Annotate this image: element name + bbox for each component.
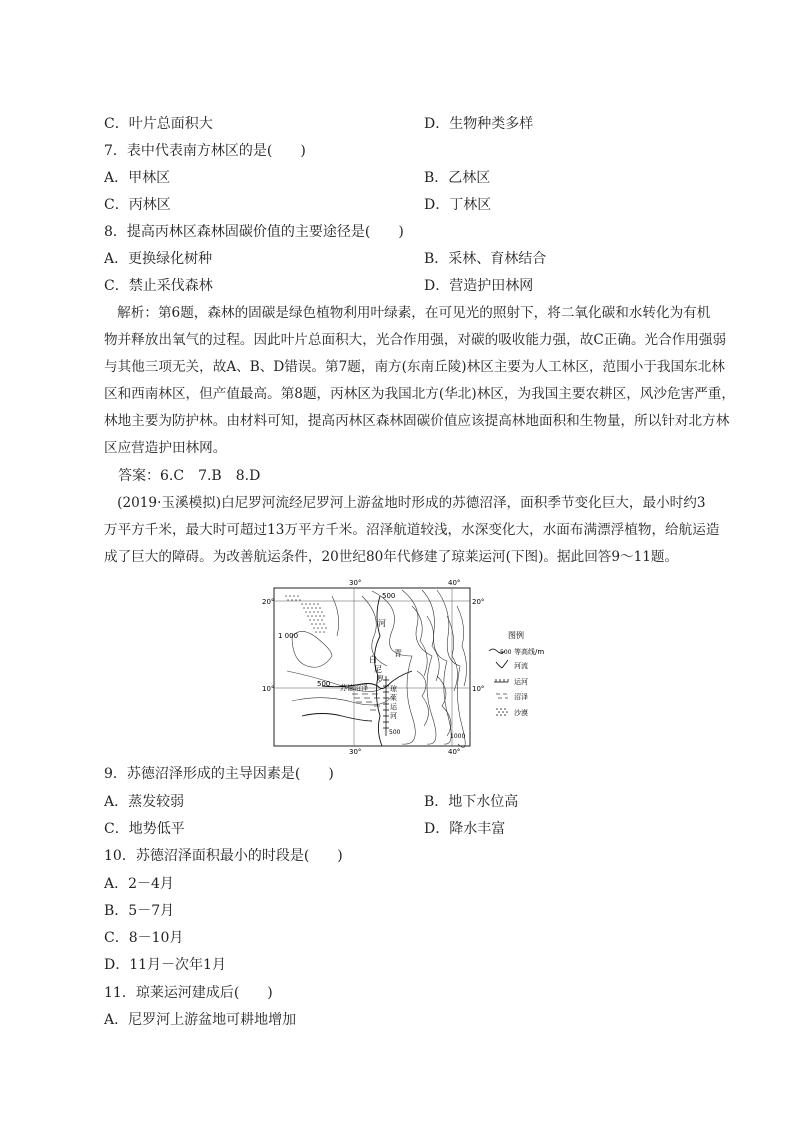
sudd-swamp-map	[262, 576, 552, 756]
q9-option-c: C．地势低平	[104, 821, 185, 837]
legend-canal: 运河	[514, 678, 528, 686]
analysis-line: 解析：第6题，森林的固碳是绿色植物利用叶绿素，在可见光的照射下，将二氧化碳和水转化为有机	[90, 305, 711, 321]
q7-option-a: A．甲林区	[104, 170, 171, 186]
swamp-symbol	[496, 694, 508, 698]
river-label: 罗	[376, 675, 384, 684]
desert-symbol	[496, 708, 508, 716]
lon-label: 30°	[349, 748, 362, 756]
q10-option-d: D．11月－次年1月	[104, 957, 226, 973]
q8-option-a: A．更换绿化树种	[104, 251, 213, 267]
q7-option-d: D．丁林区	[424, 197, 492, 213]
q10-option-a: A．2－4月	[104, 876, 174, 892]
legend-title: 图例	[508, 631, 524, 640]
river-symbol	[496, 660, 508, 668]
q11-option-a: A．尼罗河上游盆地可耕地增加	[104, 1012, 297, 1028]
canal-label-char: 琼	[390, 685, 397, 693]
river-label: 尼	[374, 665, 382, 674]
analysis-line: 物并释放出氧气的过程。因此叶片总面积大，光合作用强，对碳的吸收能力强，故C正确。光合作用强弱	[104, 332, 727, 348]
canal-label-char: 河	[390, 712, 397, 720]
place-label: 青	[394, 649, 402, 658]
q9-option-a: A．蒸发较弱	[104, 794, 185, 810]
q10-option-c: C．8－10月	[104, 930, 184, 946]
contour-label: 500	[317, 680, 331, 688]
canal-symbol	[494, 679, 508, 682]
lon-label: 40°	[448, 748, 461, 756]
q9-option-b: B．地下水位高	[424, 794, 519, 810]
canal-label-char: 运	[390, 703, 397, 711]
q8-stem: 8．提高丙林区森林固碳价值的主要途径是( )	[104, 224, 404, 240]
analysis-line: 与其他三项无关，故A、B、D错误。第7题，南方(东南丘陵)林区主要为人工林区，范围小于我国东北林	[104, 359, 725, 375]
q7-stem: 7．表中代表南方林区的是( )	[104, 143, 306, 159]
lat-label: 10°	[262, 685, 275, 693]
legend-river: 河流	[514, 662, 528, 670]
legend-desert: 沙漠	[514, 709, 528, 717]
answer-line: 答案：6.C 7.B 8.D	[90, 468, 261, 484]
map-frame	[274, 588, 470, 746]
q8-option-d: D．营造护田林网	[424, 278, 534, 294]
q9-stem: 9．苏德沼泽形成的主导因素是( )	[104, 766, 334, 782]
q11-stem: 11．琼莱运河建成后( )	[104, 985, 273, 1001]
q8-option-c: C．禁止采伐森林	[104, 278, 213, 294]
q7-option-b: B．乙林区	[424, 170, 491, 186]
lat-label: 20°	[262, 598, 275, 606]
analysis-line: 区应营造护田林网。	[104, 440, 227, 456]
legend-contour-value: 500	[500, 649, 512, 656]
q6-option-c: C．叶片总面积大	[104, 116, 213, 132]
q9-option-d: D．降水丰富	[424, 821, 506, 837]
map-legend	[489, 630, 544, 717]
material-line: 成了巨大的障碍。为改善航运条件，20世纪80年代修建了琼莱运河(下图)。据此回答9～11题。	[104, 549, 679, 565]
q7-option-c: C．丙林区	[104, 197, 171, 213]
contour-label: 1 000	[278, 632, 299, 640]
material-line: 万平方千米，最大时可超过13万平方千米。沼泽航道较浅，水深变化大，水面布满漂浮植物，给航运造	[104, 522, 720, 538]
contour-label: 500	[389, 729, 401, 736]
map-svg	[262, 576, 552, 756]
legend-swamp: 沼泽	[514, 693, 528, 701]
contour-label: 500	[382, 592, 396, 600]
lat-label: 20°	[472, 598, 485, 606]
material-line: (2019·玉溪模拟)白尼罗河流经尼罗河上游盆地时形成的苏德沼泽，面积季节变化巨大，最小时约3	[90, 495, 706, 511]
river-label: 河	[378, 619, 386, 628]
canal-label-char: 莱	[390, 694, 397, 702]
analysis-line: 区和西南林区，但产值最高。第8题，丙林区为我国北方(华北)林区，为我国主要农耕区，风沙危害严重，	[104, 386, 735, 402]
legend-contour: 等高线/m	[514, 648, 545, 656]
q8-option-b: B．采林、育林结合	[424, 251, 547, 267]
analysis-line: 林地主要为防护林。由材料可知，提高丙林区森林固碳价值应该提高林地面积和生物量，所以针对北方林	[104, 413, 730, 429]
river-label: 白	[369, 655, 377, 664]
q6-option-d: D．生物种类多样	[424, 116, 534, 132]
lat-label: 10°	[472, 685, 485, 693]
q10-stem: 10．苏德沼泽面积最小的时段是( )	[104, 848, 343, 864]
q10-option-b: B．5－7月	[104, 903, 175, 919]
lon-label: 40°	[448, 579, 461, 587]
swamp-label: 苏德沼泽	[340, 684, 368, 692]
lon-label: 30°	[349, 579, 362, 587]
contour-label: 1000	[450, 733, 466, 740]
